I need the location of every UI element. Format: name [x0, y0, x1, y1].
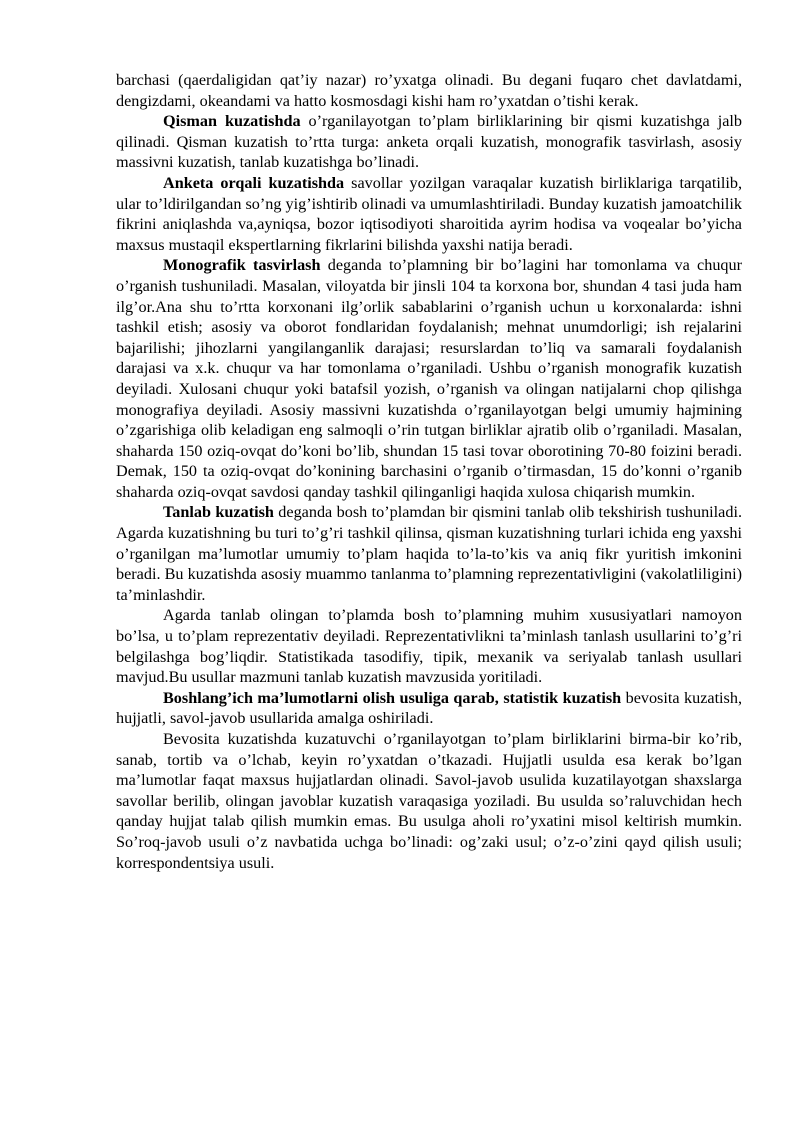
- paragraph-text: deganda bosh to’plamdan bir qismini tanlab olib tekshirish tushuniladi. Agarda kuzatishning bu turi to’g’ri tashkil qilinsa, qisman kuzatishning turlari ichida eng yaxshi o’rganilgan ma’lumotlar umumiy to’plam haqida to’la-to’kis va aniq fikr yuritish imkonini beradi. Bu kuzatishda asosiy muammo tanlanma to’plamning reprezentativligini (vakolatliligini) ta’minlashdir.: [116, 503, 742, 604]
- paragraph-bevosita-kuzatish: [116, 729, 742, 873]
- paragraph-text: Bevosita kuzatishda kuzatuvchi o’rganilayotgan to’plam birliklarini birma-bir ko’rib, sanab, tortib va o’lchab, keyin ro’yxatdan o’tkazadi. Hujjatli usulda esa kerak bo’lgan ma’lumotlar faqat maxsus hujjatlardan olinadi. Savol-javob usulida kuzatilayotgan shaxslarga savollar berilib, olingan javoblar kuzatish varaqasiga yoziladi. Bu usulda so’raluvchidan hech qanday hujjat talab qilish mumkin emas. Bu usulga aholi ro’yxatini misol keltirish mumkin. So’roq-javob usuli o’z navbatida uchga bo’linadi: og’zaki usul; o’z-o’zini qayd qilish usuli; korrespondentsiya usuli.: [116, 730, 742, 872]
- term-heading: Monografik tasvirlash: [163, 256, 321, 275]
- document-page: [116, 70, 742, 873]
- paragraph-text: barchasi (qaerdaligidan qat’iy nazar) ro’yxatga olinadi. Bu degani fuqaro chet davlatdami, dengizdami, okeandami va hatto kosmosdagi kishi ham ro’yxatdan o’tishi kerak.: [116, 71, 742, 110]
- paragraph-tanlab-kuzatish: [116, 502, 742, 605]
- paragraph-text: Agarda tanlab olingan to’plamda bosh to’plamning muhim xususiyatlari namoyon bo’lsa, u to’plam reprezentativ deyiladi. Reprezentativlikni ta’minlash tanlash usullarini to’g’ri belgilashga bog’liqdir. Statistikada tasodifiy, tipik, mexanik va seriyalab tanlash usullari mavjud.Bu usullar mazmuni tanlab kuzatish mavzusida yoritiladi.: [116, 606, 742, 687]
- paragraph-text: bevosita kuzatish, hujjatli, savol-javob usullarida amalga oshiriladi.: [116, 688, 742, 728]
- term-heading: Boshlang’ich ma’lumotlarni olish usuliga qarab, statistik kuzatish: [163, 688, 622, 707]
- paragraph-boshlangich-malumotlar: [116, 688, 742, 729]
- paragraph-qisman-kuzatish: [116, 111, 742, 173]
- paragraph-monografik-tasvirlash: [116, 255, 742, 502]
- term-heading: Tanlab kuzatish: [163, 503, 274, 522]
- term-heading: Qisman kuzatishda: [163, 112, 301, 131]
- paragraph-text: savollar yozilgan varaqalar kuzatish birliklariga tarqatilib, ular to’ldirilgandan so’ng yig’ishtirib olinadi va umumlashtiriladi. Bunday kuzatish jamoatchilik fikrini aniqlashda va,ayniqsa, bozor iqtisodiyoti sharoitida ayrim hodisa va voqealar bo’yicha maxsus mustaqil ekspertlarning fikrlarini bilishda yaxshi natija beradi.: [116, 173, 742, 254]
- paragraph-text: deganda to’plamning bir bo’lagini har tomonlama va chuqur o’rganish tushuniladi. Masalan, viloyatda bir jinsli 104 ta korxona bor, shundan 4 tasi juda ham ilg’or.Ana shu to’rtta korxonani ilg’orlik sabablarini o’rganish uchun u korxonalarda: ishni tashkil etish; asosiy va oborot fondlaridan foydalanish; mehnat unumdorligi; ish rejalarini bajarilishi; jihozlarni yangilanganlik darajasi; resurslardan to’liq va samarali foydalanish darajasi va x.k. chuqur va har tomonlama o’rganiladi. Ushbu o’rganish monografik kuzatish deyiladi. Xulosani chuqur yoki batafsil yozish, o’rganish va olingan natijalarni chop qilishga monografiya deyiladi. Asosiy massivni kuzatishda o’rganilayotgan belgi umumiy hajmining o’zgarishiga olib keladigan eng salmoqli o’rin tutgan birliklar ajratib olib o’rganiladi. Masalan, shaharda 150 oziq-ovqat do’koni bo’lib, shundan 15 tasi tovar oborotining 70-80 foizini beradi. Demak, 150 ta oziq-ovqat do’konining barchasini o’rganib o’tirmasdan, 15 do’konni o’rganib shaharda oziq-ovqat savdosi qanday tashkil qilinganligi haqida xulosa chiqarish mumkin.: [116, 256, 742, 501]
- paragraph-text: o’rganilayotgan to’plam birliklarining bir qismi kuzatishga jalb qilinadi. Qisman kuzatish to’rtta turga: anketa orqali kuzatish, monografik tasvirlash, asosiy massivni kuzatish, tanlab kuzatishga bo’linadi.: [116, 112, 742, 172]
- paragraph-reprezentativlik: [116, 605, 742, 687]
- paragraph-continuation: [116, 70, 742, 111]
- paragraph-anketa-kuzatish: [116, 173, 742, 255]
- term-heading: Anketa orqali kuzatishda: [163, 173, 345, 192]
